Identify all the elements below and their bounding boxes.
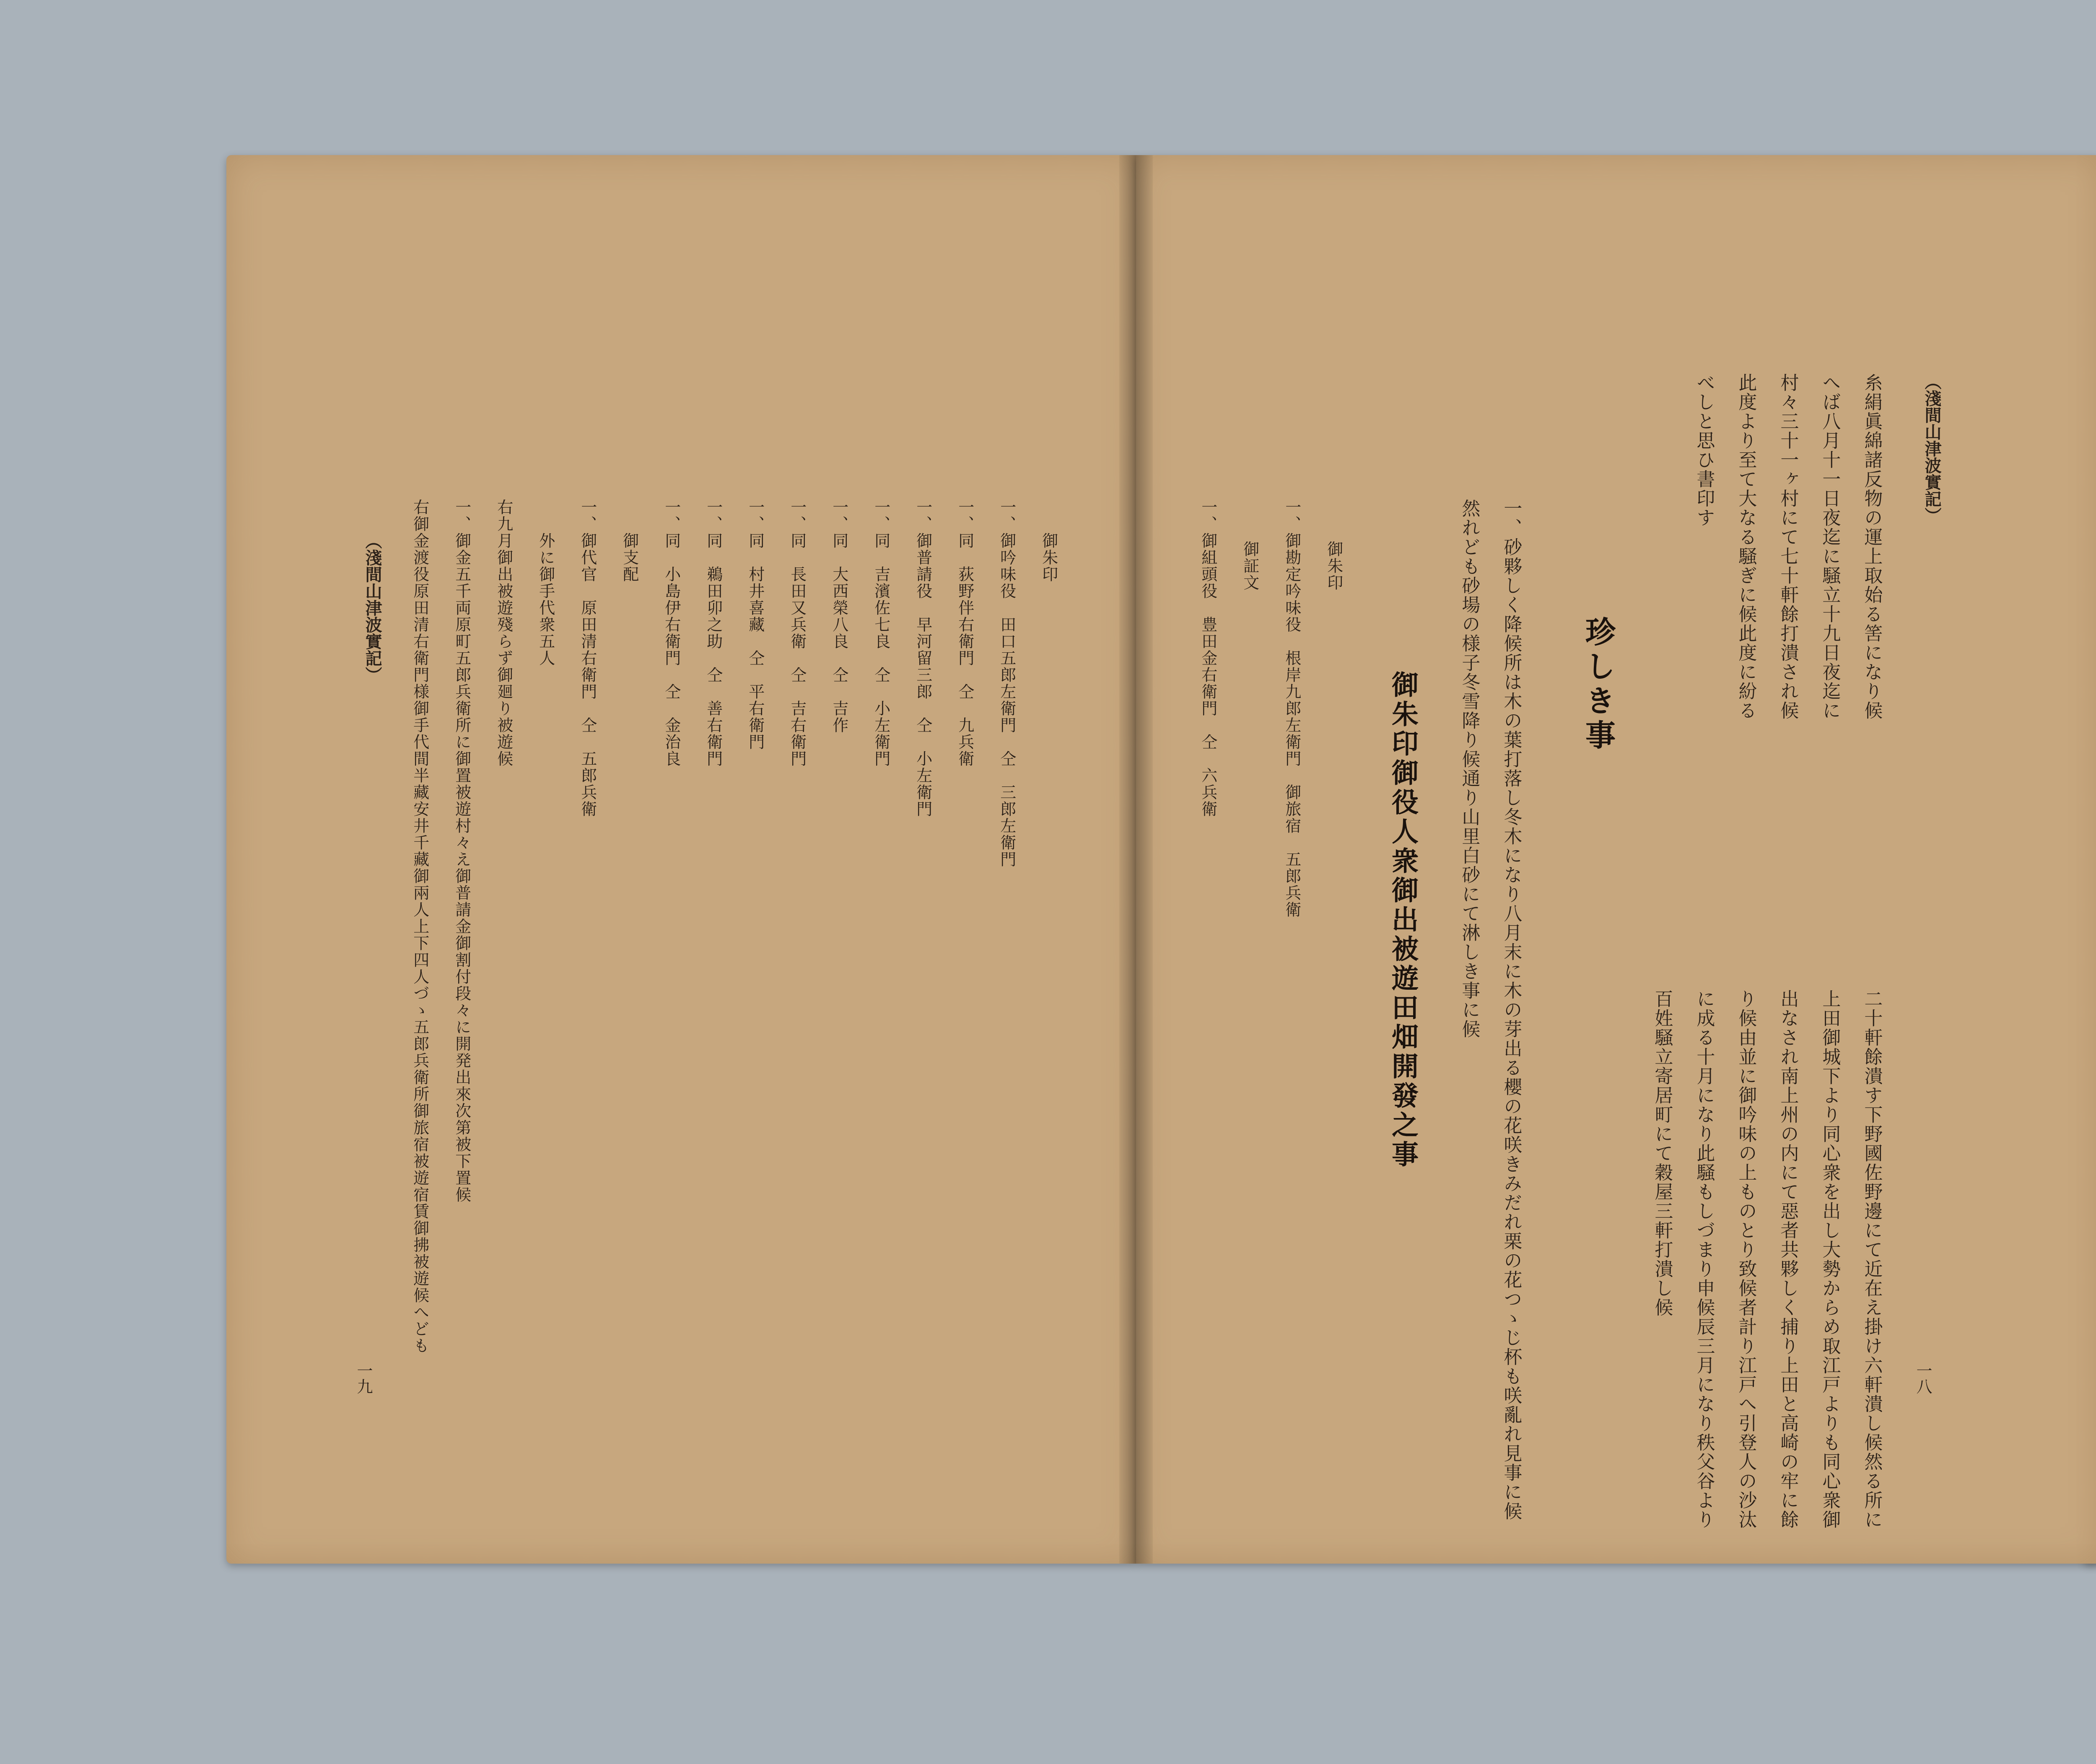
left-roster-14: 右九月御出被遊殘らず御廻り被遊候 [494, 499, 513, 767]
left-roster-12: 一、御代官 原田清右衛門 仝 五郎兵衛 [578, 499, 597, 817]
left-roster-3: 一、同 荻野伴右衛門 仝 九兵衛 [955, 499, 974, 767]
section-title-2: 御朱印御役人衆御出被遊田畑開發之事 [1387, 671, 1419, 1170]
right-page [1136, 155, 2096, 1564]
open-book [226, 155, 2096, 1572]
right-lower-line-3: 出なされ南上州の内にて惡者共夥しく捕り上田と高崎の牢に餘 [1777, 989, 1799, 1529]
left-roster-2: 一、御吟味役 田口五郎左衛門 仝 三郎左衛門 [997, 499, 1016, 868]
right-top-line-5: べしと思ひ書印す [1693, 373, 1715, 527]
right-roster-4: 一、御組頭役 豊田金右衛門 仝 六兵衛 [1198, 499, 1217, 817]
right-lower-line-5: に成る十月になり此騒もしづまり申候辰三月になり秩父谷より [1693, 989, 1715, 1529]
right-top-line-1: 糸絹眞綿諸反物の運上取始る筈になり候 [1861, 373, 1883, 720]
left-roster-5: 一、同 吉濱佐七良 仝 小左衛門 [872, 499, 890, 767]
page-number-right: 一八 [1914, 1362, 1932, 1394]
left-roster-7: 一、同 長田又兵衛 仝 吉右衛門 [788, 499, 807, 767]
right-roster-1: 御朱印 [1324, 541, 1343, 591]
right-top-line-4: 此度より至て大なる騒ぎに候此度に紛る [1735, 373, 1757, 720]
left-roster-13: 外に御手代衆五人 [536, 532, 555, 667]
book-gutter [1119, 155, 1153, 1564]
left-roster-8: 一、同 村井喜藏 仝 平右衛門 [746, 499, 765, 750]
running-head-left: （淺間山津波實記） [363, 532, 382, 683]
right-top-line-3: 村々三十一ヶ村にて七十軒餘打潰され候 [1777, 373, 1799, 720]
running-head-right: （淺間山津波實記） [1922, 373, 1942, 524]
left-roster-16: 右御金渡役原田清右衛門様御手代間半藏安井千藏御兩人上下四人づゝ五郎兵衛所御旅宿被遊宿賃御拂被遊候へども [410, 499, 429, 1354]
right-lower-line-1: 二十軒餘潰す下野國佐野邊にて近在え掛け六軒潰し候然る所に [1861, 989, 1883, 1529]
left-roster-15: 一、御金五千両原町五郎兵衛所に御置被遊村々え御普請金御割付段々に開発出來次第被下置候 [452, 499, 471, 1203]
right-lower-line-2: 上田御城下より同心衆を出し大勢からめ取江戸よりも同心衆御 [1819, 989, 1841, 1529]
left-roster-6: 一、同 大西榮八良 仝 吉作 [830, 499, 848, 734]
left-roster-1: 御朱印 [1039, 532, 1058, 583]
right-mid-line-1: 一、砂夥しく降候所は木の葉打落し冬木になり八月末に木の芽出る櫻の花咲きみだれ栗の花つゝじ杯も咲亂れ見事に候 [1500, 499, 1522, 1521]
section-title-1: 珍しき事 [1580, 616, 1616, 754]
left-roster-9: 一、同 鵜田卯之助 仝 善右衛門 [704, 499, 723, 767]
right-top-line-2: へば八月十一日夜迄に騒立十九日夜迄に [1819, 373, 1841, 720]
right-lower-line-4: り候由並に御吟味の上ものとり致候者計り江戸へ引登人の沙汰 [1735, 989, 1757, 1529]
right-mid-line-2: 然れども砂場の様子冬雪降り候通り山里白砂にて淋しき事に候 [1458, 499, 1480, 1039]
left-roster-11: 御支配 [620, 532, 639, 583]
page-number-left: 一九 [354, 1362, 373, 1394]
left-roster-10: 一、同 小島伊右衛門 仝 金治良 [662, 499, 681, 767]
right-roster-2: 一、御勘定吟味役 根岸九郎左衛門 御旅宿 五郎兵衛 [1282, 499, 1301, 918]
right-roster-3: 御証文 [1240, 541, 1259, 591]
left-roster-4: 一、御普請役 早河留三郎 仝 小左衛門 [913, 499, 932, 817]
right-lower-line-6: 百姓騒立寄居町にて穀屋三軒打潰し候 [1651, 989, 1673, 1317]
